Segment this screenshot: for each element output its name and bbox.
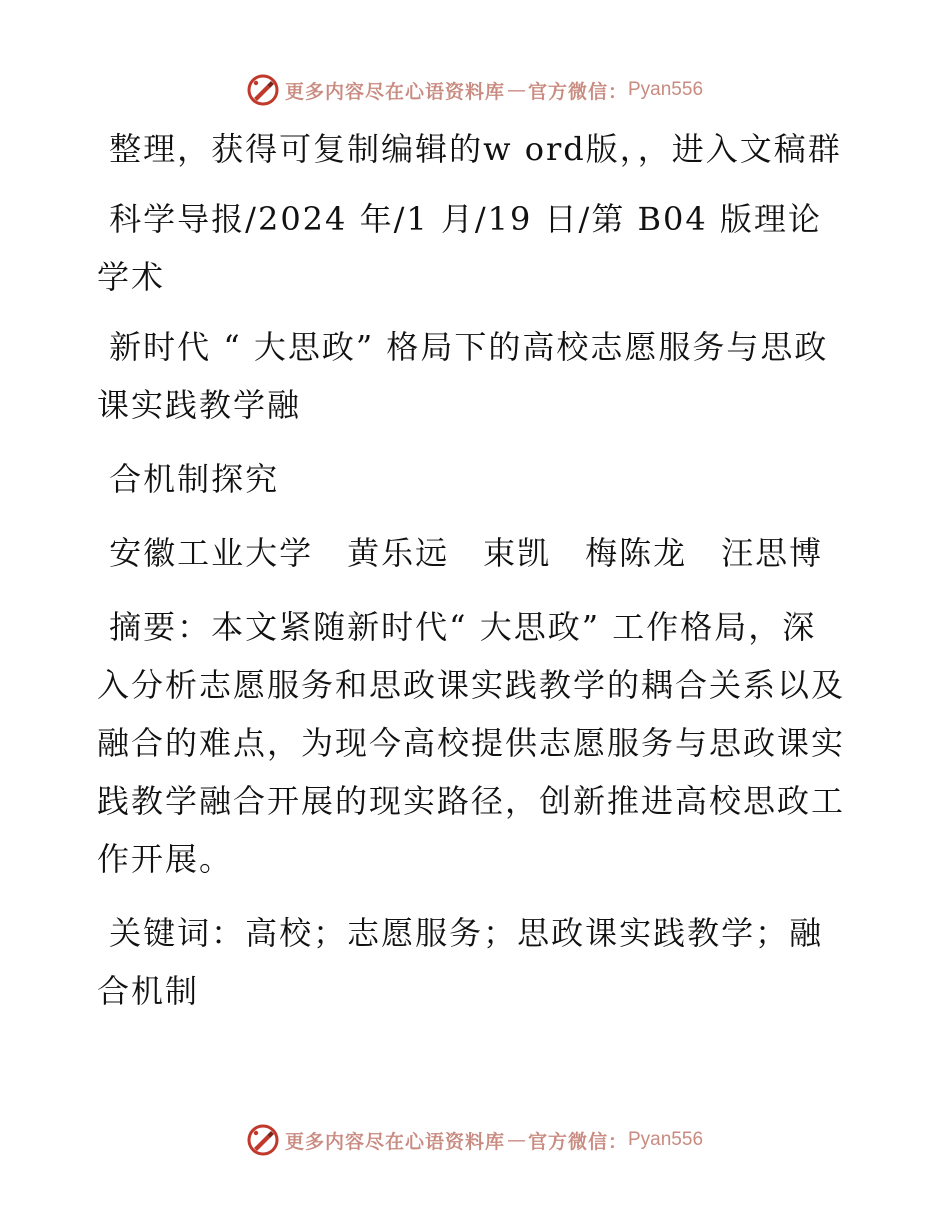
header-contact-label: 官方微信：	[527, 80, 628, 103]
source-line: 科学导报/2024 年/1 月/19 日/第 B04 版理论学术	[97, 200, 822, 296]
header-slogan: 更多内容尽在心语资料库	[284, 80, 505, 103]
notice-paragraph: 整理，获得可复制编辑的w ord版，，进入文稿群	[97, 130, 842, 168]
pen-logo-icon	[247, 74, 279, 106]
authors-line: 安徽工业大学 黄乐远 束凯 梅陈龙 汪思博	[97, 534, 824, 572]
header-banner	[0, 70, 950, 110]
header-contact-id: Pyan556	[628, 79, 704, 100]
article-title-line2: 合机制探究	[97, 460, 280, 498]
pen-logo-icon	[247, 1124, 279, 1156]
document-body	[97, 120, 849, 1036]
article-title-line1: 新时代 “ 大思政” 格局下的高校志愿服务与思政课实践教学融	[97, 328, 829, 424]
footer-contact-id: Pyan556	[628, 1129, 704, 1150]
abstract-paragraph: 摘要：本文紧随新时代“ 大思政” 工作格局，深入分析志愿服务和思政课实践教学的耦合关系以及融合的难点，为现今高校提供志愿服务与思政课实践教学融合开展的现实路径，创新推进高校思政工作开展。	[97, 608, 846, 878]
footer-separator: —	[506, 1129, 526, 1151]
footer-banner	[0, 1120, 950, 1160]
keywords-paragraph: 关键词：高校；志愿服务；思政课实践教学；融合机制	[97, 914, 824, 1010]
footer-slogan: 更多内容尽在心语资料库	[284, 1130, 505, 1153]
header-separator: —	[506, 79, 526, 101]
footer-contact-label: 官方微信：	[527, 1130, 628, 1153]
